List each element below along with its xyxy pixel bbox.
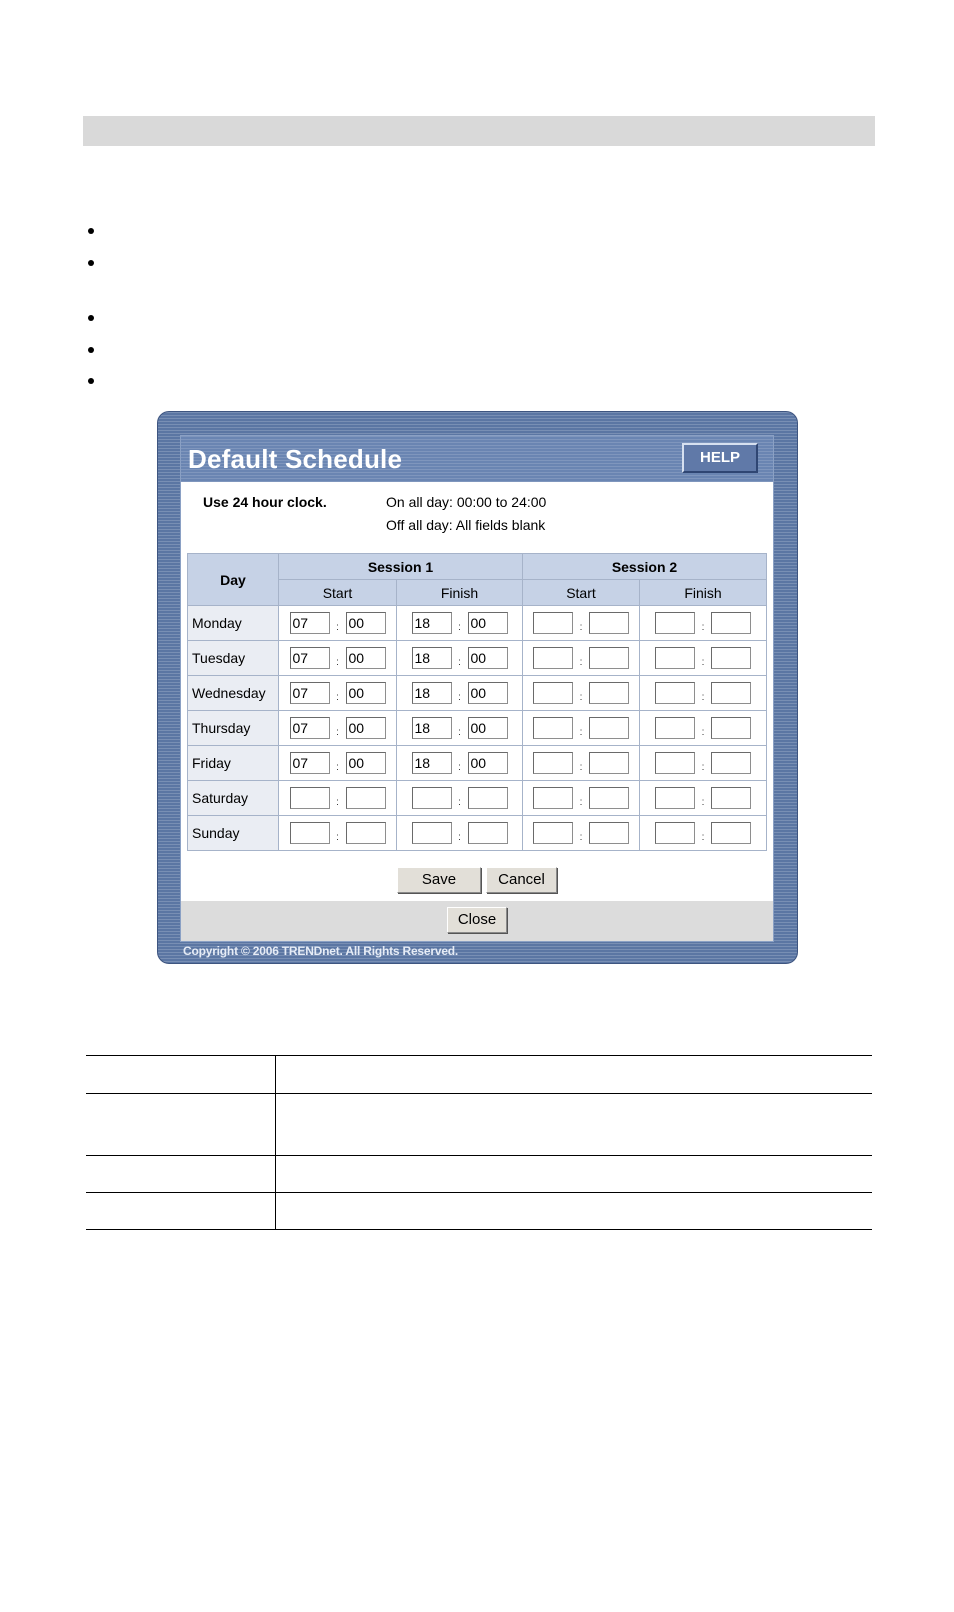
- session1-finish-hour-input[interactable]: [412, 752, 452, 774]
- time-separator: :: [336, 726, 339, 738]
- col-header-finish: Finish: [640, 580, 767, 606]
- time-separator: :: [336, 656, 339, 668]
- session1-start-hour-input[interactable]: [290, 717, 330, 739]
- session2-finish-minute-input[interactable]: [711, 612, 751, 634]
- default-schedule-dialog: [180, 435, 774, 942]
- session1-start-cell: [279, 606, 397, 641]
- session2-start-minute-input[interactable]: [589, 752, 629, 774]
- session1-finish-cell: [397, 746, 523, 781]
- session2-start-hour-input[interactable]: [533, 612, 573, 634]
- session2-start-cell: [523, 816, 640, 851]
- session2-finish-minute-input[interactable]: [711, 752, 751, 774]
- session2-finish-cell: [640, 781, 767, 816]
- session2-start-cell: [523, 676, 640, 711]
- day-label: Friday: [188, 746, 279, 781]
- time-separator: :: [701, 691, 705, 703]
- day-label: Monday: [188, 606, 279, 641]
- session1-finish-cell: [397, 816, 523, 851]
- session2-start-minute-input[interactable]: [589, 822, 629, 844]
- table-rule: [86, 1229, 872, 1230]
- session2-finish-cell: [640, 606, 767, 641]
- session1-finish-minute-input[interactable]: [468, 612, 508, 634]
- session1-start-hour-input[interactable]: [290, 822, 330, 844]
- time-separator: :: [458, 656, 461, 668]
- session1-finish-minute-input[interactable]: [468, 647, 508, 669]
- session2-start-minute-input[interactable]: [589, 682, 629, 704]
- day-label: Sunday: [188, 816, 279, 851]
- save-button[interactable]: Save: [397, 867, 481, 893]
- session2-finish-minute-input[interactable]: [711, 787, 751, 809]
- session2-start-minute-input[interactable]: [589, 612, 629, 634]
- session1-finish-cell: [397, 781, 523, 816]
- session2-finish-hour-input[interactable]: [655, 612, 695, 634]
- bullet-point: [87, 377, 96, 386]
- session2-finish-hour-input[interactable]: [655, 752, 695, 774]
- bullet-point: [87, 259, 96, 268]
- session1-finish-minute-input[interactable]: [468, 752, 508, 774]
- session2-start-cell: [523, 746, 640, 781]
- table-rule: [86, 1192, 872, 1193]
- session2-finish-hour-input[interactable]: [655, 647, 695, 669]
- session1-finish-cell: [397, 641, 523, 676]
- time-separator: :: [458, 761, 461, 773]
- session1-start-hour-input[interactable]: [290, 612, 330, 634]
- off-all-day-note: Off all day: All fields blank: [386, 517, 546, 533]
- session1-start-cell: [279, 641, 397, 676]
- session2-finish-minute-input[interactable]: [711, 682, 751, 704]
- session1-start-hour-input[interactable]: [290, 787, 330, 809]
- schedule-row: [188, 641, 767, 676]
- time-separator: :: [579, 656, 583, 668]
- session2-finish-cell: [640, 676, 767, 711]
- help-button[interactable]: HELP: [682, 443, 758, 473]
- session1-start-minute-input[interactable]: [346, 647, 386, 669]
- section-heading-bar: [83, 116, 875, 146]
- session1-finish-hour-input[interactable]: [412, 612, 452, 634]
- schedule-row: [188, 746, 767, 781]
- session1-finish-hour-input[interactable]: [412, 822, 452, 844]
- session2-start-hour-input[interactable]: [533, 647, 573, 669]
- session2-finish-hour-input[interactable]: [655, 682, 695, 704]
- day-label: Saturday: [188, 781, 279, 816]
- session2-start-minute-input[interactable]: [589, 647, 629, 669]
- session2-start-cell: [523, 781, 640, 816]
- session1-start-cell: [279, 746, 397, 781]
- session2-finish-cell: [640, 816, 767, 851]
- time-separator: :: [701, 796, 705, 808]
- close-button[interactable]: Close: [447, 907, 507, 933]
- time-separator: :: [579, 796, 583, 808]
- time-separator: :: [701, 621, 705, 633]
- session1-start-hour-input[interactable]: [290, 647, 330, 669]
- session2-finish-cell: [640, 641, 767, 676]
- session1-start-cell: [279, 781, 397, 816]
- clock-note: Use 24 hour clock.: [203, 494, 327, 510]
- day-label: Tuesday: [188, 641, 279, 676]
- session1-start-minute-input[interactable]: [346, 682, 386, 704]
- time-separator: :: [336, 691, 339, 703]
- time-separator: :: [458, 796, 461, 808]
- session2-start-minute-input[interactable]: [589, 787, 629, 809]
- col-header-session-2: Session 2: [523, 554, 767, 580]
- session2-start-hour-input[interactable]: [533, 717, 573, 739]
- session2-finish-hour-input[interactable]: [655, 787, 695, 809]
- session1-finish-cell: [397, 711, 523, 746]
- table-rule: [86, 1055, 872, 1056]
- session2-finish-minute-input[interactable]: [711, 822, 751, 844]
- session2-finish-hour-input[interactable]: [655, 822, 695, 844]
- time-separator: :: [579, 831, 583, 843]
- session2-finish-cell: [640, 746, 767, 781]
- time-separator: :: [701, 831, 705, 843]
- session1-start-minute-input[interactable]: [346, 717, 386, 739]
- table-rule: [86, 1093, 872, 1094]
- session1-finish-minute-input[interactable]: [468, 717, 508, 739]
- time-separator: :: [336, 621, 339, 633]
- session2-finish-cell: [640, 711, 767, 746]
- session2-start-hour-input[interactable]: [533, 787, 573, 809]
- col-header-start: Start: [279, 580, 397, 606]
- bullet-point: [87, 346, 96, 355]
- dialog-title: Default Schedule: [188, 444, 403, 474]
- session1-start-cell: [279, 711, 397, 746]
- session1-start-cell: [279, 816, 397, 851]
- time-separator: :: [579, 621, 583, 633]
- session1-start-minute-input[interactable]: [346, 612, 386, 634]
- session1-start-minute-input[interactable]: [346, 822, 386, 844]
- time-separator: :: [701, 726, 705, 738]
- session1-finish-cell: [397, 606, 523, 641]
- session2-start-hour-input[interactable]: [533, 822, 573, 844]
- col-header-day: Day: [188, 554, 279, 606]
- bullet-point: [87, 314, 96, 323]
- session1-finish-hour-input[interactable]: [412, 787, 452, 809]
- session1-finish-minute-input[interactable]: [468, 822, 508, 844]
- cancel-button[interactable]: Cancel: [486, 867, 557, 893]
- session2-start-hour-input[interactable]: [533, 682, 573, 704]
- session1-finish-hour-input[interactable]: [412, 717, 452, 739]
- schedule-row: [188, 816, 767, 851]
- schedule-row: [188, 781, 767, 816]
- session2-start-cell: [523, 606, 640, 641]
- schedule-row: [188, 676, 767, 711]
- session2-finish-minute-input[interactable]: [711, 717, 751, 739]
- session2-start-cell: [523, 711, 640, 746]
- session1-finish-minute-input[interactable]: [468, 787, 508, 809]
- on-all-day-note: On all day: 00:00 to 24:00: [386, 494, 547, 510]
- day-label: Wednesday: [188, 676, 279, 711]
- session1-start-hour-input[interactable]: [290, 752, 330, 774]
- time-separator: :: [458, 726, 461, 738]
- col-header-finish: Finish: [397, 580, 523, 606]
- time-separator: :: [458, 621, 461, 633]
- session2-finish-minute-input[interactable]: [711, 647, 751, 669]
- time-separator: :: [579, 761, 583, 773]
- session1-finish-hour-input[interactable]: [412, 647, 452, 669]
- time-separator: :: [336, 831, 339, 843]
- schedule-row: [188, 606, 767, 641]
- session1-start-cell: [279, 676, 397, 711]
- session1-finish-hour-input[interactable]: [412, 682, 452, 704]
- time-separator: :: [458, 691, 461, 703]
- session2-finish-hour-input[interactable]: [655, 717, 695, 739]
- table-column-divider: [275, 1055, 276, 1230]
- dialog-titlebar: [181, 436, 773, 482]
- time-separator: :: [336, 761, 339, 773]
- time-separator: :: [579, 726, 583, 738]
- schedule-table: [187, 553, 767, 851]
- session1-finish-minute-input[interactable]: [468, 682, 508, 704]
- time-separator: :: [701, 656, 705, 668]
- time-separator: :: [701, 761, 705, 773]
- session2-start-hour-input[interactable]: [533, 752, 573, 774]
- day-label: Thursday: [188, 711, 279, 746]
- session1-start-minute-input[interactable]: [346, 752, 386, 774]
- session1-finish-cell: [397, 676, 523, 711]
- col-header-session-1: Session 1: [279, 554, 523, 580]
- session2-start-minute-input[interactable]: [589, 717, 629, 739]
- time-separator: :: [579, 691, 583, 703]
- session1-start-hour-input[interactable]: [290, 682, 330, 704]
- bullet-point: [87, 227, 96, 236]
- copyright-text: Copyright © 2006 TRENDnet. All Rights Reserved.: [183, 944, 459, 958]
- time-separator: :: [458, 831, 461, 843]
- session2-start-cell: [523, 641, 640, 676]
- col-header-start: Start: [523, 580, 640, 606]
- schedule-row: [188, 711, 767, 746]
- time-separator: :: [336, 796, 339, 808]
- session1-start-minute-input[interactable]: [346, 787, 386, 809]
- table-rule: [86, 1155, 872, 1156]
